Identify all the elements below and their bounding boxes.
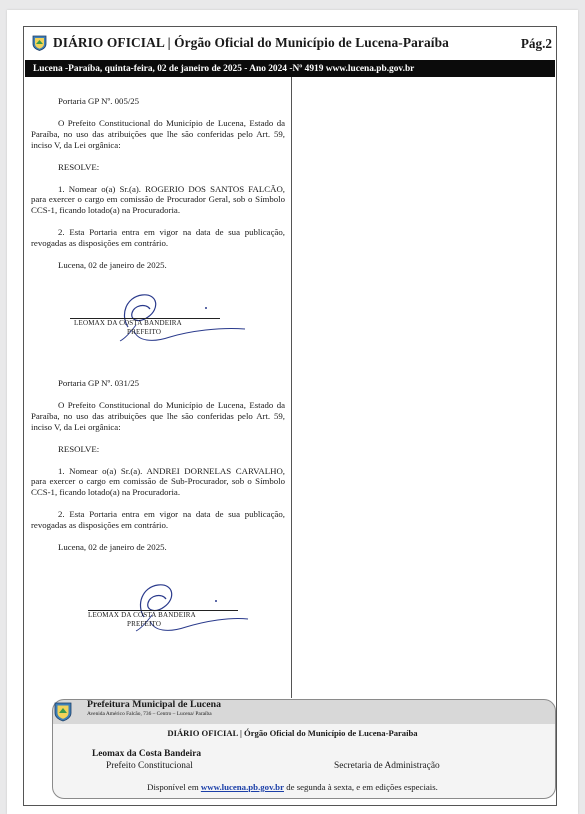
signer-role: PREFEITO [127, 620, 162, 628]
signature-block-2 [60, 579, 250, 645]
availability-suffix: de segunda à sexta, e em edições especiais. [286, 782, 438, 792]
footer-availability [0, 782, 585, 792]
page-number: Pág.2 [520, 36, 552, 51]
footer-title: DIÁRIO OFICIAL | Órgão Oficial do Município de Lucena-Paraíba [167, 728, 418, 738]
footer-address: Avenida Américo Falcão, 736 – Centro – Lucena/ Paraíba [87, 711, 212, 717]
footer-mayor-role: Prefeito Constitucional [106, 761, 193, 771]
signer-name: LEOMAX DA COSTA BANDEIRA [74, 319, 182, 327]
footer-org-name: Prefeitura Municipal de Lucena [87, 699, 221, 710]
portaria-heading: Portaria GP Nº. 031/25 [58, 378, 140, 388]
footer-mayor-name: Leomax da Costa Bandeira [92, 749, 202, 759]
portaria-heading: Portaria GP Nº. 005/25 [58, 96, 140, 106]
portaria-item-2: 2. Esta Portaria entra em vigor na data de sua publicação, revogadas as disposições em contrário. [31, 509, 285, 531]
signature-block-1 [60, 287, 250, 353]
signer-role: PREFEITO [127, 328, 162, 336]
portaria-date: Lucena, 02 de janeiro de 2025. [58, 542, 167, 553]
column-divider [291, 77, 292, 698]
dateline-bar: Lucena -Paraíba, quinta-feira, 02 de janeiro de 2025 - Ano 2024 -Nº 4919 www.lucena.pb.gov.br [25, 60, 555, 77]
resolve-label: RESOLVE: [58, 161, 100, 172]
crest-icon [32, 35, 47, 51]
portaria-preamble: O Prefeito Constitucional do Município de Lucena, Estado da Paraíba, no uso das atribuições que lhe são conferidas pelo Art. 59, inciso V, da Lei orgânica: [31, 399, 285, 432]
resolve-label: RESOLVE: [58, 443, 100, 454]
portaria-preamble: O Prefeito Constitucional do Município de Lucena, Estado da Paraíba, no uso das atribuições que lhe são conferidas pelo Art. 59, inciso V, da Lei orgânica: [31, 117, 285, 150]
portaria-item-2: 2. Esta Portaria entra em vigor na data de sua publicação, revogadas as disposições em contrário. [31, 227, 285, 249]
portaria-block-2 [31, 378, 285, 553]
portaria-date: Lucena, 02 de janeiro de 2025. [58, 260, 167, 271]
portaria-item-1: 1. Nomear o(a) Sr.(a). ROGERIO DOS SANTOS FALCÃO, para exercer o cargo em comissão de Procurador Geral, sob o Símbolo CCS-1, ficando lotado(a) na Procuradoria. [31, 183, 285, 216]
masthead-title: DIÁRIO OFICIAL | Órgão Oficial do Município de Lucena-Paraíba [53, 35, 449, 50]
signer-name: LEOMAX DA COSTA BANDEIRA [88, 611, 196, 619]
website-link[interactable]: www.lucena.pb.gov.br [200, 782, 284, 792]
footer-secretariat: Secretaria de Administração [334, 761, 440, 771]
crest-icon [54, 702, 72, 722]
portaria-block-1 [31, 96, 285, 271]
masthead [25, 27, 555, 59]
availability-prefix: Disponível em [147, 782, 199, 792]
portaria-item-1: 1. Nomear o(a) Sr.(a). ANDREI DORNELAS CARVALHO, para exercer o cargo em comissão de Sub-Procurador, sob o Símbolo CCS-1, ficando lotado(a) na Procuradoria. [31, 465, 285, 498]
